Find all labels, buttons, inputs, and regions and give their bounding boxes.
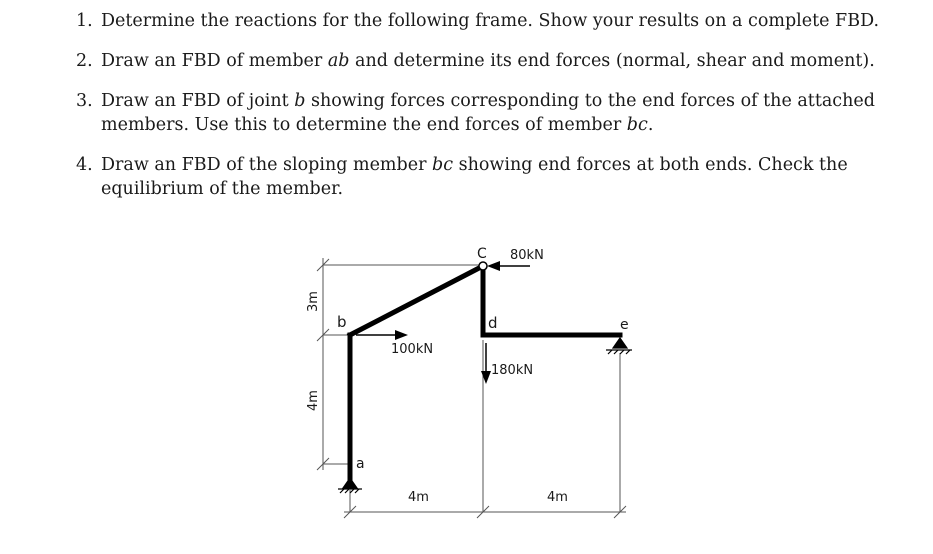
question-text: Draw an FBD of member ab and determine its end forces (normal, shear and moment).	[101, 51, 875, 71]
dim-label-3m: 3m	[306, 291, 321, 312]
node-label-b: b	[337, 313, 347, 331]
dim-label-4m-right: 4m	[547, 490, 568, 505]
node-label-a: a	[356, 456, 365, 472]
question-number: 3.	[76, 91, 93, 111]
dim-label-4m-left: 4m	[408, 490, 429, 505]
load-arrow-100kn	[356, 330, 408, 340]
node-label-c: C	[477, 246, 487, 262]
question-text: Draw an FBD of joint b showing forces corresponding to the end forces of the attached members. Use this to determine the end forces of member bc.	[101, 91, 875, 135]
question-number: 2.	[76, 51, 93, 71]
dimension-lines	[317, 258, 626, 518]
question-number: 4.	[76, 155, 93, 175]
roller-support-e	[606, 338, 632, 354]
node-label-e: e	[620, 317, 629, 333]
dim-label-4m-vertical: 4m	[306, 390, 321, 411]
load-label-100kn: 100kN	[391, 342, 434, 357]
question-text: Determine the reactions for the following frame. Show your results on a complete FBD.	[101, 11, 880, 31]
hinge-c	[479, 262, 487, 270]
question-text: Draw an FBD of the sloping member bc showing end forces at both ends. Check the equilibrium of the member.	[101, 155, 848, 199]
node-label-d: d	[488, 314, 498, 332]
load-label-80kn: 80kN	[510, 248, 544, 263]
load-label-180kn: 180kN	[491, 363, 534, 378]
member-bc	[350, 267, 481, 335]
question-number: 1.	[76, 11, 93, 31]
